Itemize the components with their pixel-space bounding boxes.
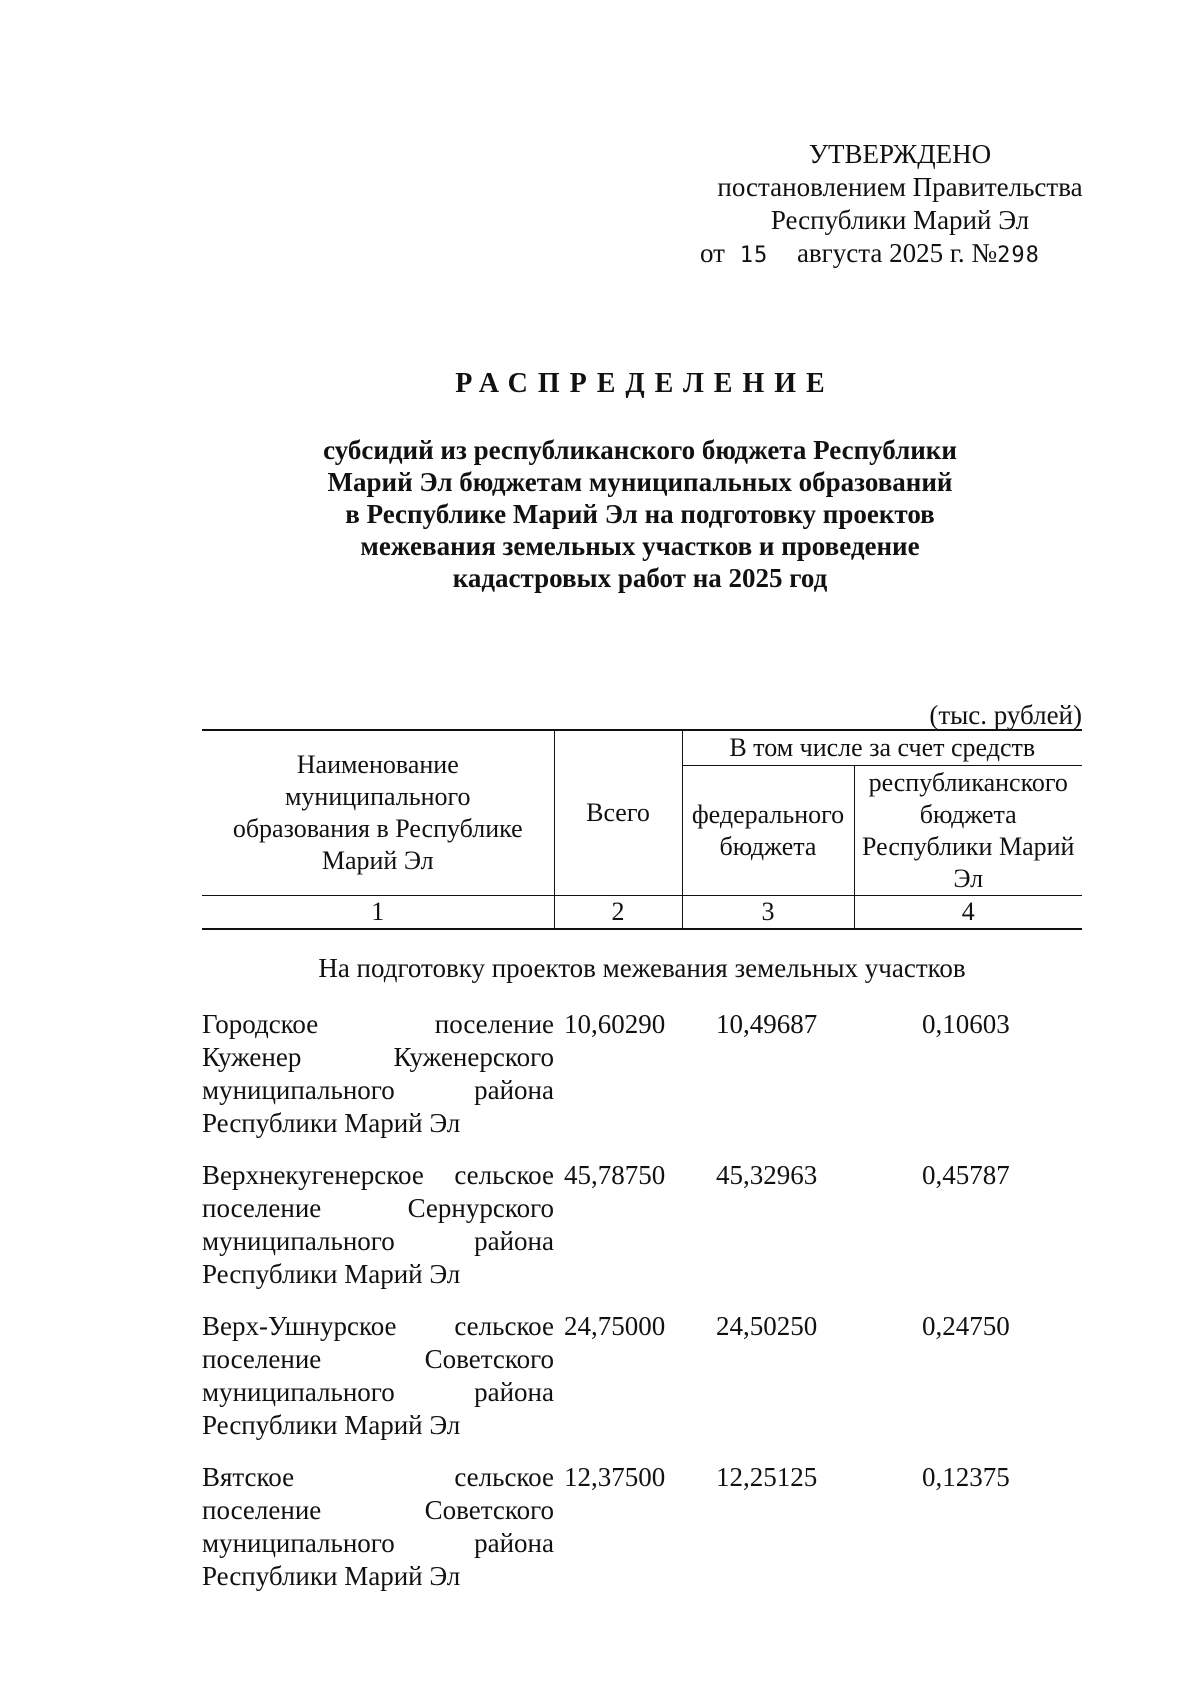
- row-name-line: поселение Советского: [202, 1495, 554, 1525]
- row-federal: 10,49687: [716, 1009, 818, 1039]
- section-title: На подготовку проектов межевания земельных участков: [318, 953, 966, 983]
- subtitle-line: межевания земельных участков и проведение: [360, 531, 920, 561]
- distribution-table-header: [202, 729, 1082, 930]
- column-number-2: 2: [554, 896, 682, 930]
- subtitle-line: в Республике Марий Эл на подготовку проектов: [345, 499, 935, 529]
- column-number-4: 4: [854, 896, 1082, 930]
- approval-day: 15: [739, 243, 769, 268]
- row-name-line: Республики Марий Эл: [202, 1410, 461, 1440]
- approval-heading: УТВЕРЖДЕНО: [808, 139, 992, 169]
- row-name-line: муниципального района: [202, 1226, 554, 1256]
- header-federal-text: федерального бюджета: [691, 799, 845, 861]
- document-subtitle: [260, 434, 1020, 594]
- approval-line-resolution: постановлением Правительства: [717, 172, 1083, 202]
- row-name-line: поселение Сернурского: [202, 1193, 554, 1223]
- row-name-line: поселение Советского: [202, 1344, 554, 1374]
- row-name-line: муниципального района: [202, 1075, 554, 1105]
- row-name-line: Республики Марий Эл: [202, 1561, 461, 1591]
- row-republic: 0,10603: [922, 1009, 1010, 1039]
- row-republic: 0,45787: [922, 1160, 1010, 1190]
- header-total: Всего: [554, 730, 682, 896]
- header-republic: [854, 766, 1082, 896]
- approval-line-republic: Республики Марий Эл: [770, 205, 1030, 235]
- approval-block: [700, 138, 1100, 272]
- row-total: 12,37500: [564, 1462, 666, 1492]
- header-federal: [682, 766, 854, 896]
- approval-number: 298: [997, 243, 1040, 268]
- document-title: РАСПРЕДЕЛЕНИЕ: [455, 368, 835, 399]
- header-republic-text: республиканского бюджета Республики Марий Эл: [862, 767, 1075, 893]
- row-name-line: муниципального района: [202, 1377, 554, 1407]
- row-republic: 0,12375: [922, 1462, 1010, 1492]
- row-total: 45,78750: [564, 1160, 666, 1190]
- row-name-line: Куженер Куженерского: [202, 1042, 554, 1072]
- row-municipality-name: [202, 1310, 554, 1442]
- header-municipality-text: Наименование муниципального образования в Республике Марий Эл: [232, 750, 523, 875]
- approval-date-rest: августа 2025 г. №: [796, 238, 998, 268]
- header-including: В том числе за счет средств: [682, 730, 1082, 766]
- units-label: (тыс. рублей): [929, 700, 1082, 730]
- subtitle-line: кадастровых работ на 2025 год: [452, 563, 828, 593]
- row-total: 24,75000: [564, 1311, 666, 1341]
- row-name-line: Республики Марий Эл: [202, 1259, 461, 1289]
- row-federal: 12,25125: [716, 1462, 818, 1492]
- column-number-3: 3: [682, 896, 854, 930]
- row-federal: 24,50250: [716, 1311, 818, 1341]
- subtitle-line: Марий Эл бюджетам муниципальных образований: [327, 467, 953, 497]
- row-name-line: Верхнекугенерское сельское: [202, 1160, 554, 1190]
- subtitle-line: субсидий из республиканского бюджета Республики: [323, 435, 957, 465]
- row-municipality-name: [202, 1461, 554, 1593]
- row-municipality-name: [202, 1159, 554, 1291]
- approval-date-prefix: от: [700, 238, 725, 268]
- row-name-line: Вятское сельское: [202, 1462, 554, 1492]
- row-name-line: Республики Марий Эл: [202, 1108, 461, 1138]
- row-municipality-name: [202, 1008, 554, 1140]
- header-municipality: [202, 730, 554, 896]
- column-number-1: 1: [202, 896, 554, 930]
- row-federal: 45,32963: [716, 1160, 818, 1190]
- row-republic: 0,24750: [922, 1311, 1010, 1341]
- row-name-line: муниципального района: [202, 1528, 554, 1558]
- row-name-line: Городское поселение: [202, 1009, 554, 1039]
- approval-date-line: [700, 237, 1100, 272]
- row-total: 10,60290: [564, 1009, 666, 1039]
- row-name-line: Верх-Ушнурское сельское: [202, 1311, 554, 1341]
